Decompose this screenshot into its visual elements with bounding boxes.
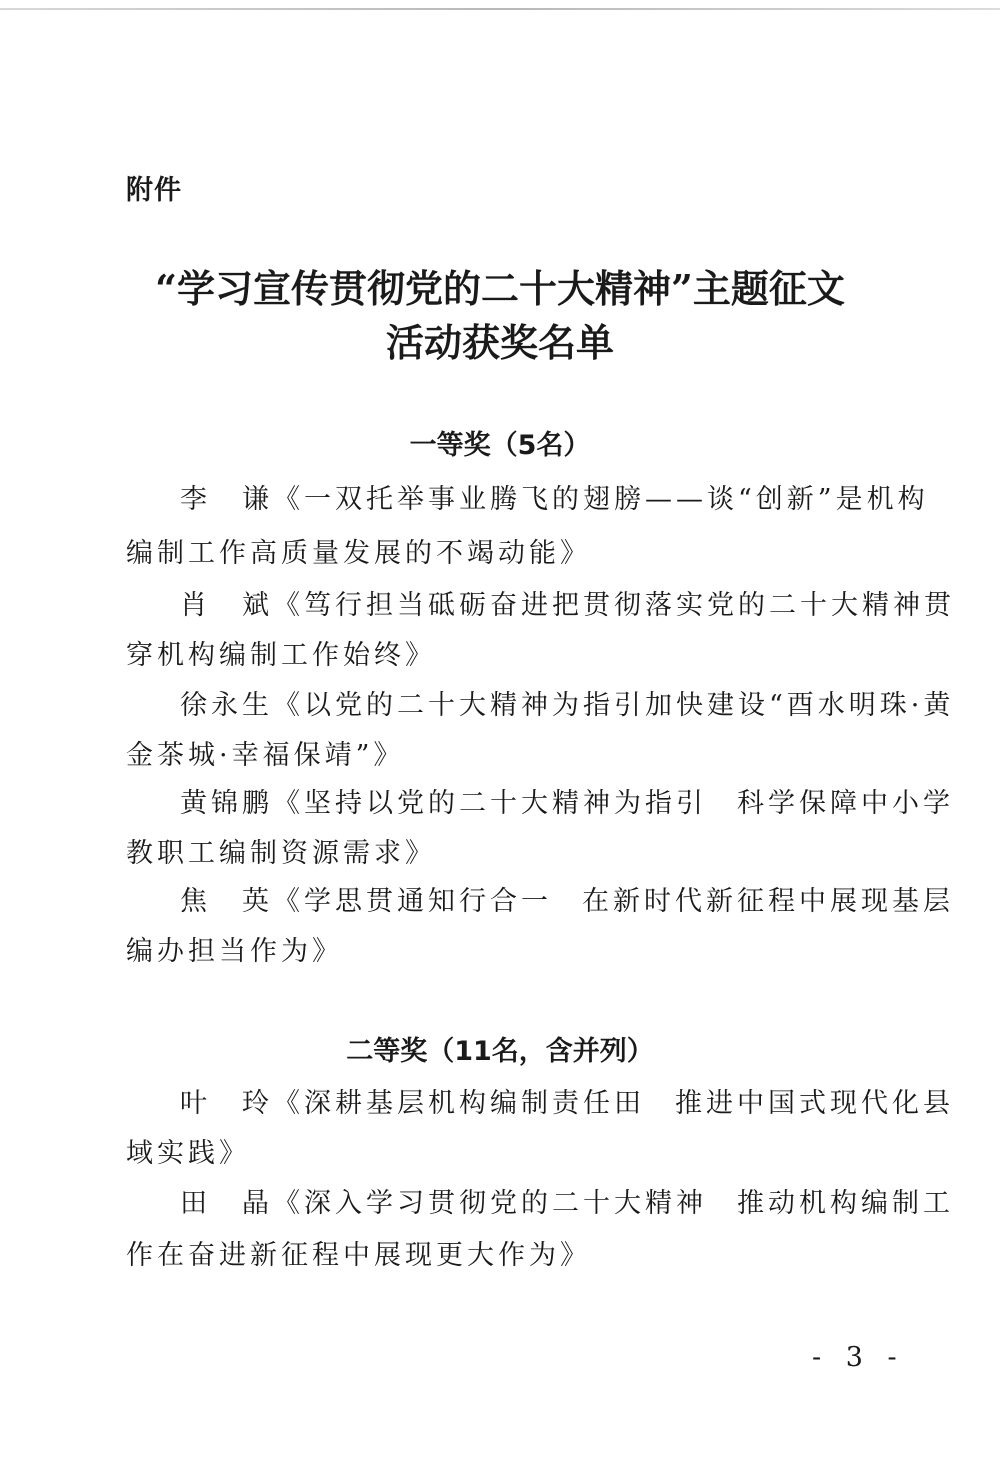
winner-name: 徐永生 [180,690,273,721]
winner-name: 黄锦鹏 [180,788,273,819]
winner-name: 李 谦 [180,484,273,515]
first-prize-heading: 一等奖（5名） [409,430,591,461]
essay-title-continuation: 域实践》 [126,1138,250,1169]
winner-name: 焦 英 [180,886,273,917]
award-entry-line [180,686,954,726]
award-entry-line [180,1184,954,1224]
essay-title-continuation: 作在奋进新征程中展现更大作为》 [126,1240,591,1271]
essay-title: 《以党的二十大精神为指引加快建设“酉水明珠·黄 [273,690,955,721]
essay-title: 《一双托举事业腾飞的翅膀——谈“创新”是机构 [273,484,929,515]
second-prize-heading: 二等奖（11名，含并列） [346,1036,654,1067]
essay-title-continuation: 金茶城·幸福保靖”》 [126,740,405,771]
winner-name: 叶 玲 [180,1088,273,1119]
page-number: - 3 - [812,1342,905,1373]
award-entry-line [180,480,929,520]
award-entry-line [180,586,955,626]
essay-title: 《深耕基层机构编制责任田 [273,1088,645,1119]
scan-edge-line [0,8,1000,10]
essay-title-continuation: 教职工编制资源需求》 [126,838,436,869]
essay-title: 在新时代新征程中展现基层 [582,886,954,917]
document-title-line-1: “学习宣传贯彻党的二十大精神”主题征文 [155,266,845,311]
essay-title: 《学思贯通知行合一 [273,886,552,917]
essay-title-continuation: 编办担当作为》 [126,936,343,967]
essay-title: 《深入学习贯彻党的二十大精神 [273,1188,707,1219]
award-entry-line [180,882,954,922]
essay-title-continuation: 穿机构编制工作始终》 [126,640,436,671]
essay-title: 推动机构编制工 [737,1188,954,1219]
winner-name: 田 晶 [180,1188,273,1219]
document-title-line-2: 活动获奖名单 [385,320,614,365]
winner-name: 肖 斌 [180,590,273,621]
award-entry-line [180,784,954,824]
essay-title: 科学保障中小学 [737,788,954,819]
essay-title-continuation: 编制工作高质量发展的不竭动能》 [126,538,591,569]
essay-title: 推进中国式现代化县 [675,1088,954,1119]
attachment-label: 附件 [126,175,182,206]
essay-title: 《坚持以党的二十大精神为指引 [273,788,707,819]
award-entry-line [180,1084,954,1124]
essay-title: 《笃行担当砥砺奋进把贯彻落实党的二十大精神贯 [273,590,955,621]
